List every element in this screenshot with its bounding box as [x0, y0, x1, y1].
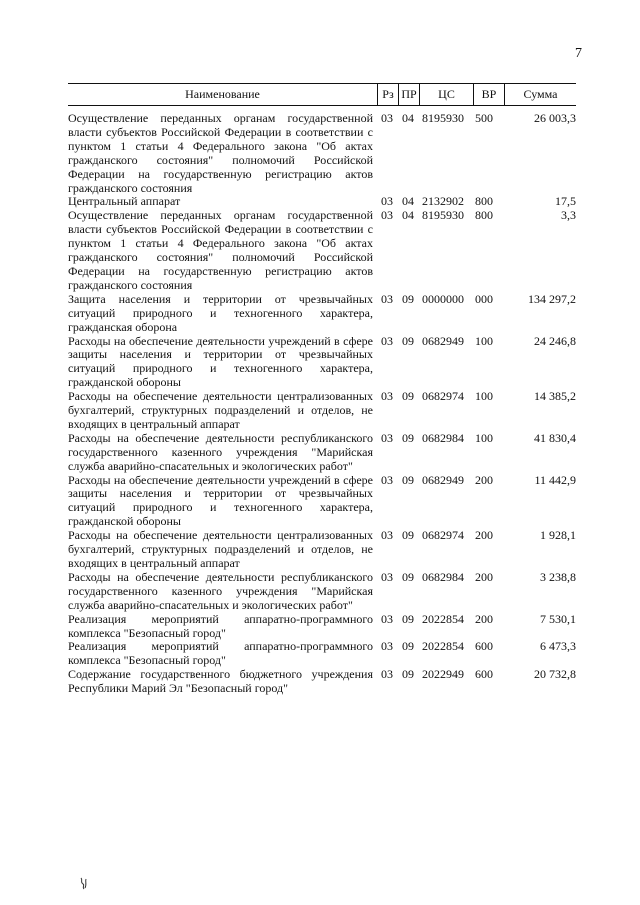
row-vr: 500: [475, 111, 493, 125]
table-row: [68, 209, 576, 292]
row-sum: 11 442,9: [534, 472, 576, 487]
budget-table: [68, 83, 576, 696]
row-pr: 09: [402, 291, 414, 306]
row-cs: 0682984: [422, 430, 464, 445]
row-vr: 200: [475, 569, 493, 584]
row-rz: 03: [381, 472, 393, 487]
row-pr: 09: [402, 639, 414, 654]
row-rz: 03: [381, 569, 393, 584]
row-vr: 200: [475, 472, 493, 487]
row-rz: 03: [381, 389, 393, 404]
row-rz: 03: [381, 639, 393, 654]
row-name: Центральный аппарат: [68, 194, 181, 209]
row-pr: 09: [402, 611, 414, 626]
row-vr: 600: [475, 639, 493, 654]
row-cs: 0682974: [422, 389, 464, 404]
row-cs: 0682949: [422, 333, 464, 348]
row-vr: 600: [475, 667, 493, 682]
row-pr: 09: [402, 667, 414, 682]
row-name: Расходы на обеспечение деятельности централизованных бухгалтерий, структурных подразделений и отделов, не входящих в центральный аппарат: [68, 389, 373, 431]
handwritten-mark-icon: [76, 876, 92, 892]
header-sum: Сумма: [504, 84, 576, 105]
header-cs: ЦС: [419, 84, 473, 105]
row-pr: 09: [402, 389, 414, 404]
table-row: [68, 668, 576, 696]
table-row: [68, 613, 576, 641]
header-rz: Рз: [377, 84, 398, 105]
row-sum: 24 246,8: [534, 333, 576, 348]
row-cs: 0000000: [422, 291, 464, 306]
row-sum: 3 238,8: [540, 569, 576, 584]
row-cs: 0682949: [422, 472, 464, 487]
table-row: [68, 112, 576, 195]
row-rz: 03: [381, 430, 393, 445]
row-name: Расходы на обеспечение деятельности учреждений в сфере защиты населения и территории от чрезвычайных ситуаций природного и техногенного характера, гражданской обороны: [68, 333, 373, 390]
row-vr: 200: [475, 611, 493, 626]
row-cs: 0682984: [422, 569, 464, 584]
table-header: [68, 83, 576, 106]
row-sum: 41 830,4: [534, 430, 576, 445]
row-rz: 03: [381, 333, 393, 348]
row-cs: 2022949: [422, 667, 464, 682]
header-vr: ВР: [473, 84, 504, 105]
row-pr: 04: [402, 208, 414, 223]
row-cs: 8195930: [422, 111, 464, 125]
page-number: 7: [575, 46, 582, 61]
row-pr: 09: [402, 430, 414, 445]
row-pr: 04: [402, 111, 414, 125]
table-row: [68, 571, 576, 613]
row-rz: 03: [381, 291, 393, 306]
row-pr: 09: [402, 569, 414, 584]
row-rz: 03: [381, 528, 393, 543]
row-vr: 100: [475, 389, 493, 404]
row-rz: 03: [381, 667, 393, 682]
table-body: [68, 112, 576, 696]
row-sum: 3,3: [561, 208, 576, 223]
row-vr: 100: [475, 333, 493, 348]
row-rz: 03: [381, 111, 393, 125]
row-vr: 100: [475, 430, 493, 445]
table-row: [68, 529, 576, 571]
row-sum: 20 732,8: [534, 667, 576, 682]
row-rz: 03: [381, 611, 393, 626]
table-row: [68, 390, 576, 432]
header-name: Наименование: [185, 87, 260, 101]
row-name: Расходы на обеспечение деятельности республиканского государственного казенного учреждения "Марийская служба аварийно-спасательных и экологических работ": [68, 569, 373, 612]
row-name: Защита населения и территории от чрезвычайных ситуаций природного и техногенного характера, гражданская оборона: [68, 291, 373, 334]
row-name: Расходы на обеспечение деятельности учреждений в сфере защиты населения и территории от чрезвычайных ситуаций природного и техногенного характера, гражданской обороны: [68, 472, 373, 529]
row-rz: 03: [381, 194, 393, 209]
row-name: Реализация мероприятий аппаратно-программного комплекса "Безопасный город": [68, 611, 373, 640]
row-cs: 0682974: [422, 528, 464, 543]
table-row: [68, 195, 576, 209]
row-rz: 03: [381, 208, 393, 223]
row-name: Осуществление переданных органам государственной власти субъектов Российской Федерации в соответствии с пунктом 1 статьи 4 Федерального закона "Об актах гражданского состояния" полномочий Российской Федерации на государственную регистрацию актов гражданского состояния: [68, 111, 373, 195]
table-row: [68, 640, 576, 668]
row-sum: 6 473,3: [540, 639, 576, 654]
row-sum: 14 385,2: [534, 389, 576, 404]
row-sum: 26 003,3: [534, 111, 576, 125]
row-sum: 134 297,2: [528, 291, 576, 306]
table-row: [68, 293, 576, 335]
row-name: Расходы на обеспечение деятельности централизованных бухгалтерий, структурных подразделений и отделов, не входящих в центральный аппарат: [68, 528, 373, 570]
row-pr: 09: [402, 472, 414, 487]
row-name: Осуществление переданных органам государственной власти субъектов Российской Федерации в соответствии с пунктом 1 статьи 4 Федерального закона "Об актах гражданского состояния" полномочий Российской Федерации на государственную регистрацию актов гражданского состояния: [68, 208, 373, 292]
row-cs: 2022854: [422, 639, 464, 654]
row-sum: 17,5: [555, 194, 576, 209]
row-name: Расходы на обеспечение деятельности республиканского государственного казенного учреждения "Марийская служба аварийно-спасательных и экологических работ": [68, 430, 373, 473]
row-cs: 2132902: [422, 194, 464, 209]
table-row: [68, 474, 576, 530]
row-cs: 2022854: [422, 611, 464, 626]
row-cs: 8195930: [422, 208, 464, 223]
table-row: [68, 335, 576, 391]
row-pr: 04: [402, 194, 414, 209]
row-pr: 09: [402, 528, 414, 543]
table-row: [68, 432, 576, 474]
row-sum: 7 530,1: [540, 611, 576, 626]
row-pr: 09: [402, 333, 414, 348]
row-name: Реализация мероприятий аппаратно-программного комплекса "Безопасный город": [68, 639, 373, 668]
row-vr: 800: [475, 194, 493, 209]
row-sum: 1 928,1: [540, 528, 576, 543]
row-vr: 200: [475, 528, 493, 543]
row-vr: 000: [475, 291, 493, 306]
header-pr: ПР: [398, 84, 419, 105]
row-name: Содержание государственного бюджетного учреждения Республики Марий Эл "Безопасный город": [68, 667, 373, 696]
row-vr: 800: [475, 208, 493, 223]
